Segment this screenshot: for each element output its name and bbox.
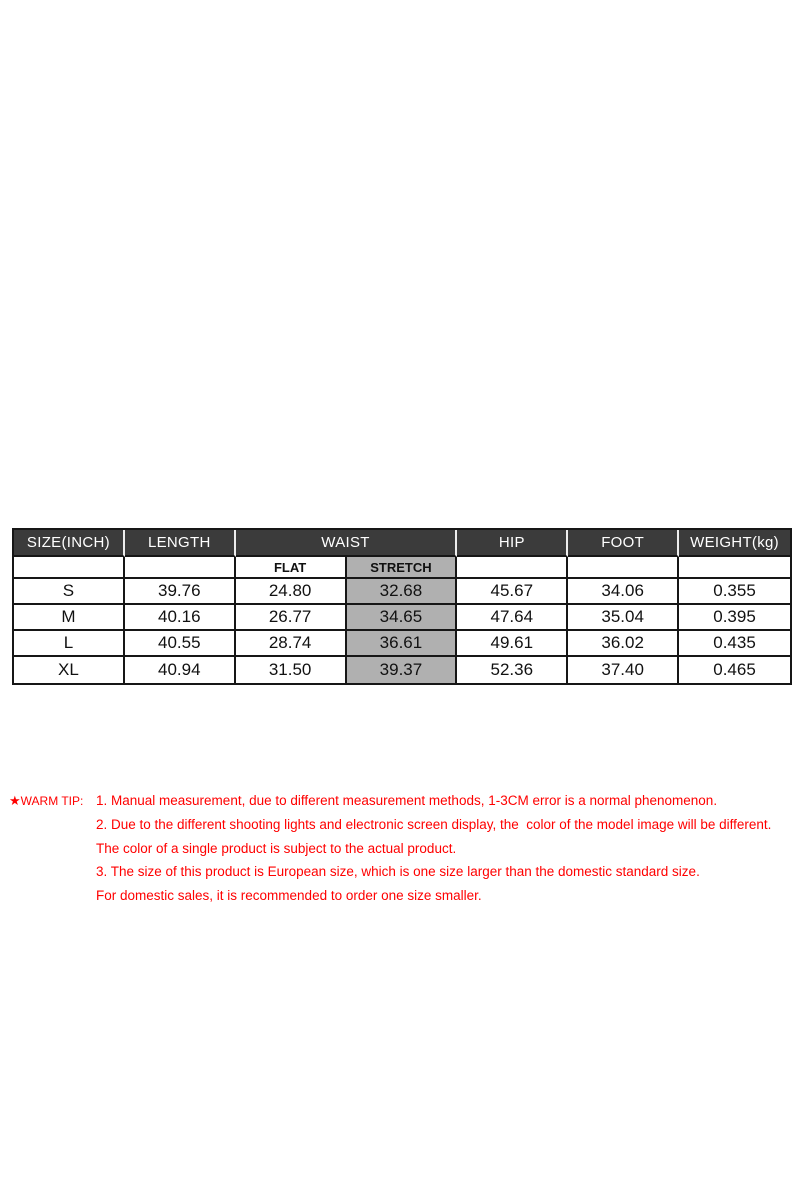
warm-tip-line-5: For domestic sales, it is recommended to order one size smaller. xyxy=(96,888,482,904)
table-row-m xyxy=(14,605,790,631)
cell-size: S xyxy=(14,579,125,605)
cell-size: L xyxy=(14,631,125,657)
cell-waist-stretch: 34.65 xyxy=(347,605,458,631)
warm-tip-line-4: 3. The size of this product is European size, which is one size larger than the domestic standard size. xyxy=(96,864,700,880)
header-cell-length: LENGTH xyxy=(125,530,236,557)
subheader-cell-empty xyxy=(568,557,679,579)
cell-hip: 45.67 xyxy=(457,579,568,605)
table-row-s xyxy=(14,579,790,605)
cell-foot: 34.06 xyxy=(568,579,679,605)
subheader-cell-stretch: STRETCH xyxy=(347,557,458,579)
warm-tip-label xyxy=(9,789,96,814)
header-cell-foot: FOOT xyxy=(568,530,679,557)
warm-tip-label-text: WARM TIP: xyxy=(20,794,84,808)
cell-hip: 52.36 xyxy=(457,657,568,683)
cell-waist-stretch: 32.68 xyxy=(347,579,458,605)
cell-length: 40.55 xyxy=(125,631,236,657)
table-header-row xyxy=(14,530,790,557)
cell-hip: 47.64 xyxy=(457,605,568,631)
header-cell-weight: WEIGHT(kg) xyxy=(679,530,790,557)
subheader-cell-empty xyxy=(125,557,236,579)
subheader-cell-empty xyxy=(679,557,790,579)
cell-weight: 0.355 xyxy=(679,579,790,605)
cell-waist-stretch: 36.61 xyxy=(347,631,458,657)
cell-hip: 49.61 xyxy=(457,631,568,657)
cell-waist-flat: 26.77 xyxy=(236,605,347,631)
cell-weight: 0.395 xyxy=(679,605,790,631)
cell-length: 40.94 xyxy=(125,657,236,683)
cell-size: M xyxy=(14,605,125,631)
size-chart-table xyxy=(14,530,790,683)
warm-tip-line-3: The color of a single product is subject to the actual product. xyxy=(96,840,457,856)
subheader-cell-flat: FLAT xyxy=(236,557,347,579)
cell-size: XL xyxy=(14,657,125,683)
cell-waist-flat: 24.80 xyxy=(236,579,347,605)
subheader-cell-empty xyxy=(457,557,568,579)
subheader-cell-empty xyxy=(14,557,125,579)
star-icon: ★ xyxy=(9,793,21,808)
warm-tip-line-1: 1. Manual measurement, due to different measurement methods, 1-3CM error is a normal phenomenon. xyxy=(96,793,718,808)
table-row-xl xyxy=(14,657,790,683)
cell-length: 40.16 xyxy=(125,605,236,631)
header-cell-size: SIZE(INCH) xyxy=(14,530,125,557)
table-row-l xyxy=(14,631,790,657)
cell-weight: 0.435 xyxy=(679,631,790,657)
size-chart xyxy=(12,528,792,685)
warm-tip xyxy=(9,789,771,908)
cell-waist-flat: 28.74 xyxy=(236,631,347,657)
cell-foot: 37.40 xyxy=(568,657,679,683)
warm-tip-lines xyxy=(96,789,771,908)
cell-foot: 36.02 xyxy=(568,631,679,657)
table-subheader-row xyxy=(14,557,790,579)
cell-weight: 0.465 xyxy=(713,660,756,679)
header-cell-waist: WAIST xyxy=(236,530,458,557)
cell-waist-stretch: 39.37 xyxy=(347,657,458,683)
cell-foot: 35.04 xyxy=(568,605,679,631)
header-cell-hip: HIP xyxy=(457,530,568,557)
cell-waist-flat: 31.50 xyxy=(236,657,347,683)
warm-tip-line-2: 2. Due to the different shooting lights and electronic screen display, the color of the model image will be different. xyxy=(96,816,772,832)
cell-length: 39.76 xyxy=(125,579,236,605)
